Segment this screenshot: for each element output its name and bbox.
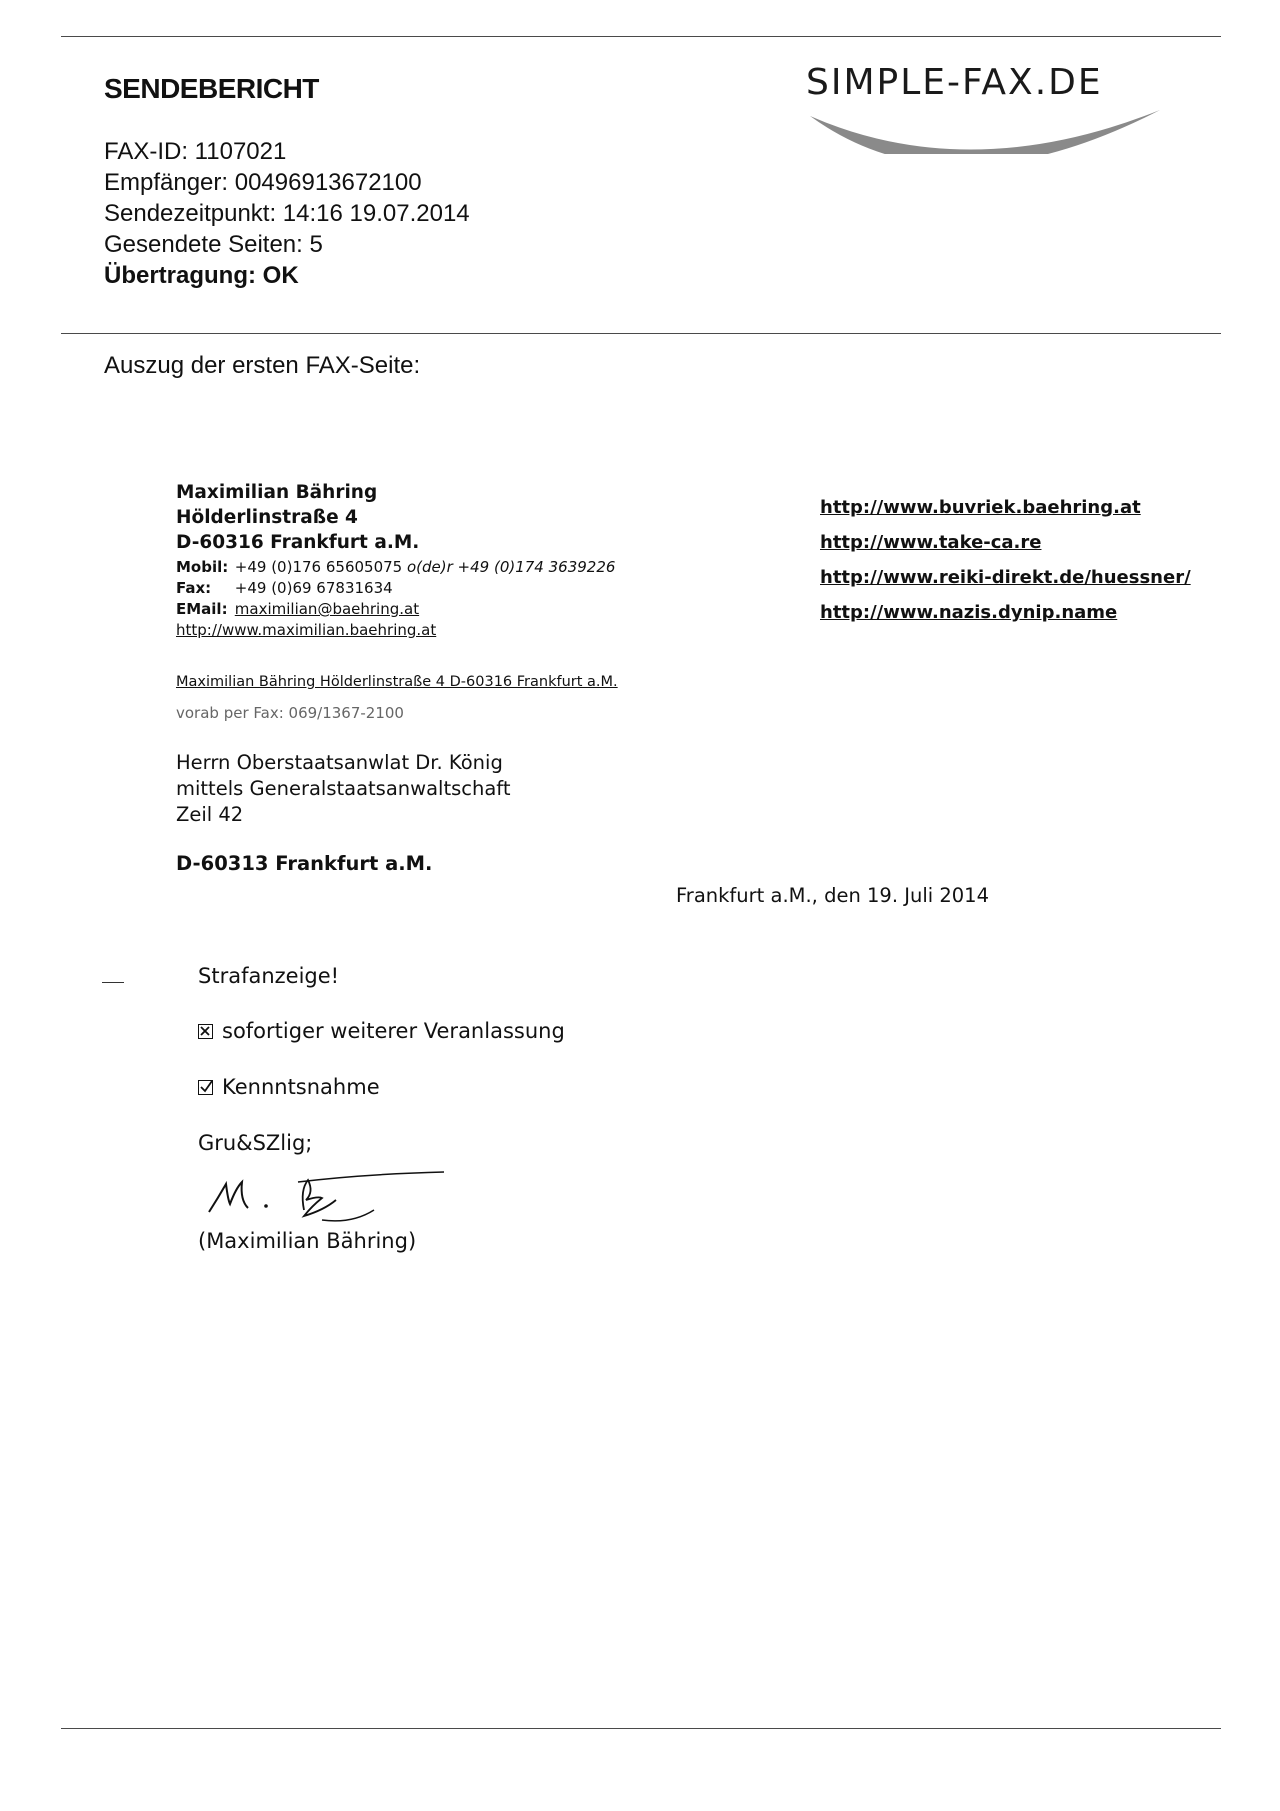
signed-name: (Maximilian Bähring)	[198, 1229, 417, 1253]
mobil-row	[176, 557, 615, 578]
return-address: Maximilian Bähring Hölderlinstraße 4 D-60316 Frankfurt a.M.	[176, 674, 618, 690]
vorab-fax: vorab per Fax: 069/1367-2100	[176, 704, 404, 722]
addressee-city: D-60313 Frankfurt a.M.	[176, 852, 433, 875]
mobil-alt: o(de)r +49 (0)174 3639226	[406, 558, 616, 576]
addressee-line2: mittels Generalstaatsanwaltschaft	[176, 777, 511, 800]
mobil-label: Mobil:	[176, 558, 229, 576]
pages-sent: Gesendete Seiten: 5	[104, 231, 323, 258]
sender-block	[176, 480, 419, 555]
link-item-4[interactable]: http://www.nazis.dynip.name	[820, 602, 1118, 623]
email-row	[176, 599, 615, 620]
checked-checkbox-icon	[198, 1080, 213, 1095]
fax-label: Fax:	[176, 579, 212, 597]
logo-text: SIMPLE-FAX.DE	[806, 62, 1103, 103]
crossed-checkbox-icon	[198, 1024, 213, 1039]
top-divider	[61, 36, 1221, 37]
logo-swoosh	[800, 58, 1200, 154]
bottom-divider	[61, 1728, 1221, 1729]
fax-row	[176, 578, 615, 599]
signature-image	[204, 1170, 454, 1230]
sender-name: Maximilian Bähring	[176, 482, 378, 503]
addressee-block	[176, 750, 510, 828]
fax-value: +49 (0)69 67831634	[234, 579, 393, 597]
section-divider	[61, 333, 1221, 334]
checkbox-2-label: Kennntsnahme	[222, 1075, 380, 1099]
checkbox-row-1	[198, 1019, 565, 1043]
website-link[interactable]: http://www.maximilian.baehring.at	[176, 621, 437, 639]
link-list	[820, 490, 1191, 630]
email-link[interactable]: maximilian@baehring.at	[234, 600, 420, 618]
link-item-3[interactable]: http://www.reiki-direkt.de/huessner/	[820, 567, 1191, 588]
letter-date: Frankfurt a.M., den 19. Juli 2014	[676, 884, 989, 907]
link-item-1[interactable]: http://www.buvriek.baehring.at	[820, 497, 1141, 518]
mobil-value: +49 (0)176 65605075	[234, 558, 403, 576]
recipient-number: Empfänger: 00496913672100	[104, 169, 422, 196]
addressee-line1: Herrn Oberstaatsanwlat Dr. König	[176, 751, 503, 774]
email-label: EMail:	[176, 600, 228, 618]
send-time: Sendezeitpunkt: 14:16 19.07.2014	[104, 200, 470, 227]
report-title: SENDEBERICHT	[104, 73, 319, 104]
excerpt-label: Auszug der ersten FAX-Seite:	[104, 352, 421, 379]
simple-fax-logo	[800, 58, 1200, 154]
addressee-line3: Zeil 42	[176, 803, 244, 826]
report-info	[104, 136, 470, 291]
subject-line: Strafanzeige!	[198, 964, 340, 988]
greeting: Gru&SZlig;	[198, 1131, 313, 1155]
checkbox-row-2	[198, 1075, 380, 1099]
contact-block	[176, 557, 615, 641]
fold-mark	[102, 982, 124, 983]
sender-city: D-60316 Frankfurt a.M.	[176, 532, 420, 553]
fax-id: FAX-ID: 1107021	[104, 138, 287, 165]
sender-street: Hölderlinstraße 4	[176, 507, 358, 528]
checkbox-1-label: sofortiger weiterer Veranlassung	[222, 1019, 565, 1043]
link-item-2[interactable]: http://www.take-ca.re	[820, 532, 1042, 553]
transmission-status: Übertragung: OK	[104, 262, 299, 289]
